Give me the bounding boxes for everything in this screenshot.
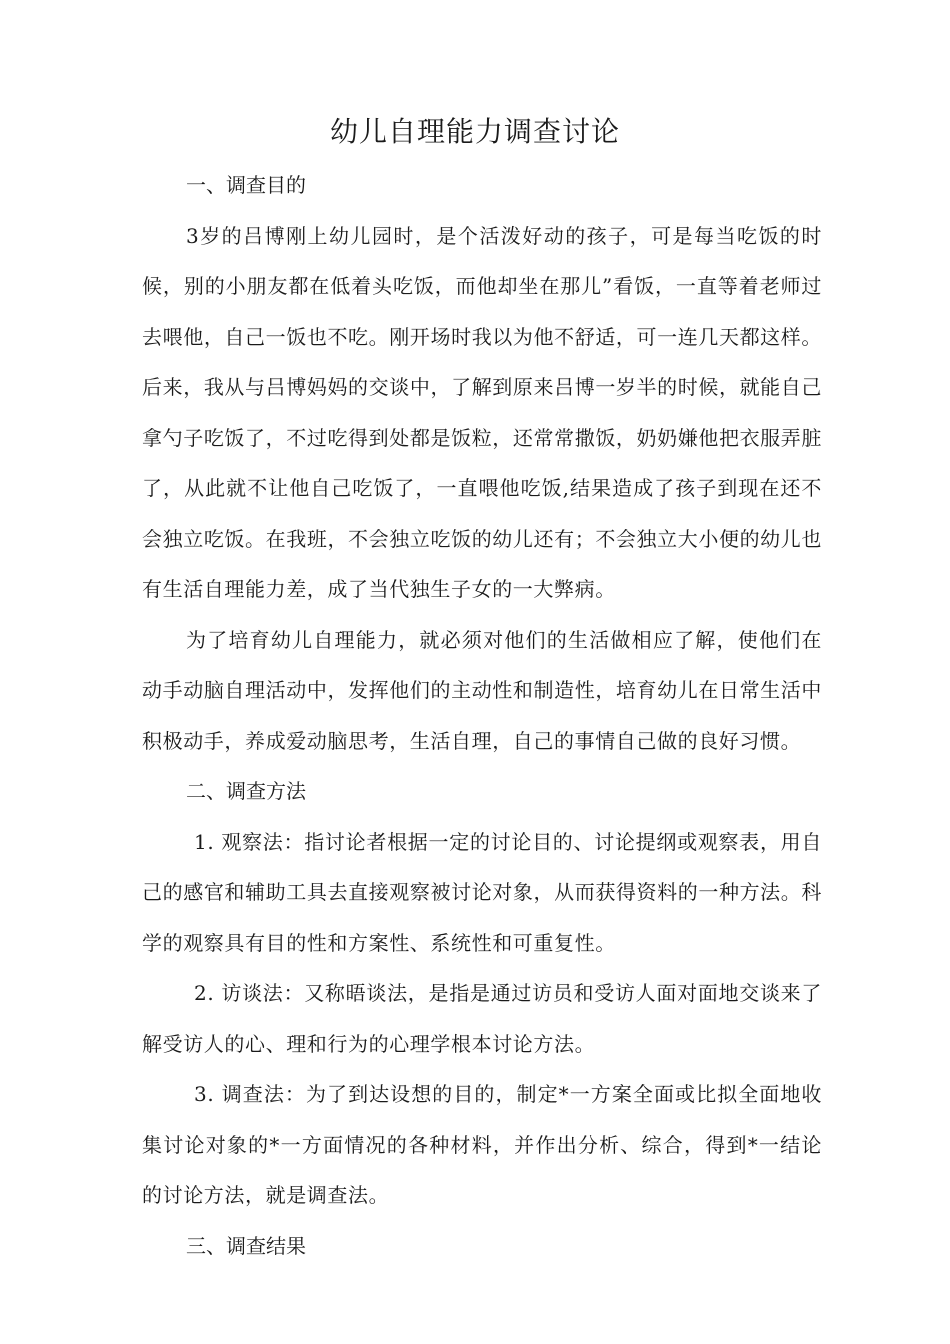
section-heading-purpose: 一、调查目的 [186, 173, 306, 197]
paragraph-case-description: 3岁的吕博刚上幼儿园时，是个活泼好动的孩子，可是每当吃饭的时候，别的小朋友都在低着头吃饭，而他却坐在那儿”看饭，一直等着老师过去喂他，自己一饭也不吃。刚开场时我以为他不舒适，可一连几天都这样。后来，我从与吕博妈妈的交谈中，了解到原来吕博一岁半的时候，就能自己拿勺子吃饭了，不过吃得到处都是饭粒，还常常撒饭，奶奶嫌他把衣服弄脏了，从此就不让他自己吃饭了，一直喂他吃饭,结果造成了孩子到现在还不会独立吃饭。在我班，不会独立吃饭的幼儿还有；不会独立大小便的幼儿也有生活自理能力差，成了当代独生子女的一大弊病。 [142, 223, 822, 601]
method-interview: 2. 访谈法：又称晤谈法，是指是通过访员和受访人面对面地交谈来了解受访人的心、理和行为的心理学根本讨论方法。 [142, 981, 822, 1056]
section-heading-results: 三、调查结果 [186, 1233, 306, 1258]
method-survey: 3. 调查法：为了到达设想的目的，制定*一方案全面或比拟全面地收集讨论对象的*一方面情况的各种材料，并作出分析、综合，得到*一结论的讨论方法，就是调查法。 [142, 1082, 822, 1207]
paragraph-goal: 为了培育幼儿自理能力，就必须对他们的生活做相应了解，使他们在动手动脑自理活动中，发挥他们的主动性和制造性，培育幼儿在日常生活中积极动手，养成爱动脑思考，生活自理，自己的事情自己做的良好习惯。 [142, 627, 822, 753]
method-observation: 1. 观察法：指讨论者根据一定的讨论目的、讨论提纲或观察表，用自己的感官和辅助工具去直接观察被讨论对象，从而获得资料的一种方法。科学的观察具有目的性和方案性、系统性和可重复性。 [142, 829, 822, 955]
section-heading-methods: 二、调查方法 [186, 779, 306, 803]
document-body [142, 160, 822, 1271]
document-title: 幼儿自理能力调查讨论 [329, 115, 620, 148]
